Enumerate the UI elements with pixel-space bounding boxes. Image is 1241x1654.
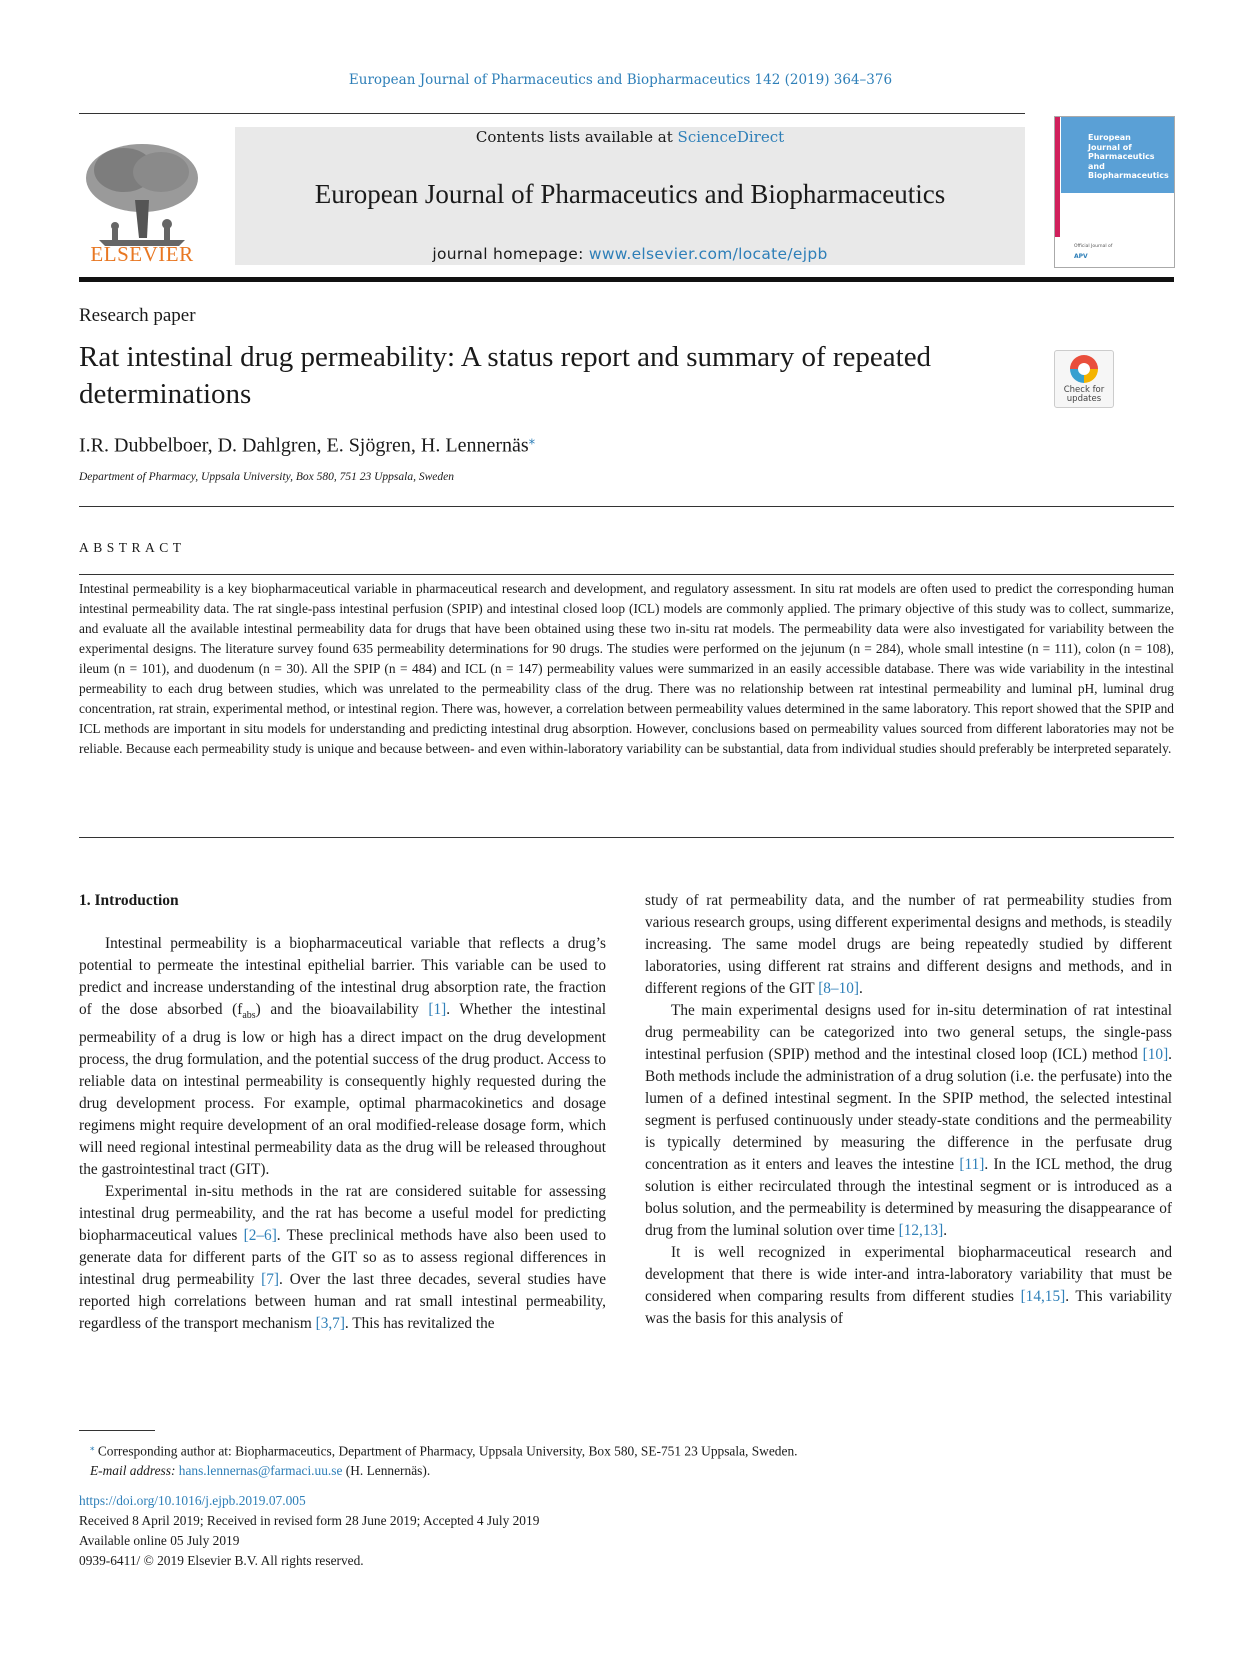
subscript: abs xyxy=(242,1010,256,1022)
cover-title-line: Pharmaceutics and xyxy=(1088,152,1155,171)
paragraph xyxy=(645,890,1172,1000)
doi-link[interactable]: https://doi.org/10.1016/j.ejpb.2019.07.005 xyxy=(79,1493,306,1508)
paragraph-text: Intestinal permeability is a biopharmaceutical variable that reflects a drug’s potential to permeate the intestinal epithelial barrier. This variable can be used to predict and increase understanding of the intestinal drug absorption rate, the fraction of the dose absorbed (f xyxy=(79,935,606,1018)
contents-prefix: Contents lists available at xyxy=(475,128,678,146)
available-online-date: Available online 05 July 2019 xyxy=(79,1533,240,1548)
paragraph xyxy=(645,1242,1172,1330)
citation-link[interactable]: [7] xyxy=(261,1271,279,1289)
sciencedirect-link[interactable]: ScienceDirect xyxy=(677,128,785,146)
header-top-rule xyxy=(79,113,1025,114)
section-heading-introduction: 1. Introduction xyxy=(79,892,179,909)
paragraph-text: . These preclinical methods have also been used to generate data for different parts of the GIT so as to assess regional differences in intestinal drug permeability xyxy=(79,1227,606,1289)
paragraph-text: . This has revitalized the xyxy=(344,1315,495,1333)
author-list xyxy=(79,432,535,458)
citation-link[interactable]: [14,15] xyxy=(1020,1288,1066,1305)
body-column-right xyxy=(645,890,1172,1330)
cover-apv-logo: APV xyxy=(1074,253,1088,260)
email-suffix: (H. Lennernäs). xyxy=(342,1463,431,1479)
citation-link[interactable]: [2–6] xyxy=(243,1227,277,1245)
citation-link[interactable]: [10] xyxy=(1142,1046,1169,1063)
cover-title-line: Biopharmaceutics xyxy=(1088,171,1169,180)
corresponding-author-footnote xyxy=(90,1437,1170,1481)
divider xyxy=(79,506,1174,507)
abstract-text: Intestinal permeability is a key biopharmaceutical variable in pharmaceutical research and development, and regulatory assessment. In situ rat models are often used to predict the corresponding human intestinal permeability data. The rat single-pass intestinal perfusion (SPIP) and intestinal closed loop (ICL) models are commonly applied. The primary objective of this study was to collect, summarize, and evaluate all the available intestinal permeability data for drugs that have been obtained using these two in-situ rat models. The permeability data were also investigated for variability between the experimental designs. The literature survey found 635 permeability determinations for 90 drugs. The studies were performed on the jejunum (n = 284), whole small intestine (n = 111), colon (n = 108), ileum (n = 101), and duodenum (n = 30). All the SPIP (n = 484) and ICL (n = 147) permeability values were summarized in an easily accessible database. There was wide variability in the intestinal permeability to each drug between studies, which was unrelated to the permeability class of the drug. There was no relationship between rat intestinal permeability and luminal pH, luminal drug concentration, rat strain, experimental method, or intestinal region. There was, however, a correlation between permeability values determined in the same laboratory. This report showed that the SPIP and ICL methods are important in situ models for understanding and predicting intestinal drug absorption. However, conclusions based on permeability values sourced from different laboratories may not be reliable. Because each permeability study is unique and because between- and even within-laboratory variability can be substantial, data from individual studies should preferably be interpreted separately. xyxy=(79,581,1174,756)
check-badge-line: updates xyxy=(1066,394,1102,404)
paragraph-text: Experimental in-situ methods in the rat are considered suitable for assessing intestinal drug permeability, and the rat has become a useful model for predicting biopharmaceutical values xyxy=(79,1183,606,1245)
corresponding-author-mark[interactable]: ⁎ xyxy=(528,432,536,447)
paragraph-text: ) and the bioavailability xyxy=(255,1001,429,1018)
cover-title-line: European xyxy=(1088,133,1131,142)
check-badge-line: Check for xyxy=(1063,385,1105,395)
citation-link[interactable]: [3,7] xyxy=(315,1315,345,1333)
cover-title xyxy=(1088,133,1172,181)
authors-names: I.R. Dubbelboer, D. Dahlgren, E. Sjögren, H. Lennernäs xyxy=(79,434,529,457)
citation-link[interactable]: [8–10] xyxy=(818,980,859,997)
footnote-email-line xyxy=(90,1461,1170,1481)
footnote-rule xyxy=(79,1430,155,1431)
affiliation: Department of Pharmacy, Uppsala University, Box 580, 751 23 Uppsala, Sweden xyxy=(79,471,454,483)
footnote-mark: ⁎ xyxy=(90,1442,95,1452)
email-label: E-mail address: xyxy=(90,1463,179,1479)
copyright-line: 0939-6411/ © 2019 Elsevier B.V. All rights reserved. xyxy=(79,1553,364,1568)
contents-line xyxy=(235,128,1025,146)
paragraph xyxy=(79,1181,606,1335)
paragraph-text: . Both methods include the administration of a drug solution (i.e. the perfusate) into the lumen of a defined intestinal segment. In the SPIP method, the selected intestinal segment is perfused continuously under steady-state conditions and the permeability is typically determined by measuring the difference in the perfusate drug concentration as it enters and leaves the intestine xyxy=(645,1046,1172,1173)
cover-pink-stripe xyxy=(1055,117,1060,237)
paragraph-text: study of rat permeability data, and the number of rat permeability studies from various research groups, using different experimental designs and methods, is steadily increasing. The same model drugs are being repeatedly studied by different laboratories, using different rat strains and different designs and methods, and in different regions of the GIT xyxy=(645,892,1172,997)
homepage-line xyxy=(235,245,1025,263)
homepage-prefix: journal homepage: xyxy=(432,245,589,263)
check-for-updates-label xyxy=(1055,386,1113,404)
footnote-text: Corresponding author at: Biopharmaceutics, Department of Pharmacy, Uppsala University, Box 580, SE-751 23 Uppsala, Sweden. xyxy=(94,1443,798,1459)
divider xyxy=(79,837,1174,838)
paragraph-text: . xyxy=(858,980,863,997)
email-link[interactable]: hans.lennernas@farmaci.uu.se xyxy=(178,1463,343,1479)
paragraph-text: It is well recognized in experimental biopharmaceutical research and development that there is wide inter-and intra-laboratory variability that must be considered when comparing results from different studies xyxy=(645,1244,1172,1305)
journal-reference[interactable]: European Journal of Pharmaceutics and Biopharmaceutics 142 (2019) 364–376 xyxy=(348,72,893,88)
journal-cover-thumbnail[interactable] xyxy=(1054,116,1175,268)
paragraph xyxy=(645,1000,1172,1242)
header-thick-rule xyxy=(79,277,1174,282)
paragraph-text: . In the ICL method, the drug solution is either recirculated through the intestinal segment or is introduced as a bolus solution, and the permeability is determined by measuring the disappearance of drug from the luminal solution over time xyxy=(645,1156,1172,1239)
paragraph-text: . This variability was the basis for this analysis of xyxy=(645,1288,1173,1327)
paragraph xyxy=(79,933,606,1181)
article-title: Rat intestinal drug permeability: A status report and summary of repeated determinations xyxy=(79,341,932,410)
body-column-left xyxy=(79,890,606,1335)
article-front-matter xyxy=(79,1491,979,1571)
citation-link[interactable]: [12,13] xyxy=(898,1222,944,1239)
citation-link[interactable]: [11] xyxy=(959,1156,985,1173)
cover-title-line: Journal of xyxy=(1088,142,1132,152)
citation-link[interactable]: [1] xyxy=(428,1001,447,1018)
paragraph-text: . Whether the intestinal permeability of a drug is low or high has a direct impact on the drug development process, the drug formulation, and the potential success of the drug product. Access to reliable data on intestinal permeability is consequently highly requested during the drug development process. For example, optimal pharmacokinetics and dosage regimens might require development of an oral modified-release dosage form, which will need regional intestinal permeability data as the drug will be released throughout the gastrointestinal tract (GIT). xyxy=(79,1001,606,1179)
publisher-wordmark: ELSEVIER xyxy=(90,242,194,266)
cover-footer-text: Official Journal of xyxy=(1074,244,1113,249)
divider xyxy=(79,574,1174,575)
check-for-updates-button[interactable] xyxy=(1054,350,1114,408)
check-for-updates-icon xyxy=(1070,355,1098,383)
abstract-heading: ABSTRACT xyxy=(79,540,186,555)
footnote-line xyxy=(90,1437,1170,1461)
journal-homepage-link[interactable]: www.elsevier.com/locate/ejpb xyxy=(588,245,828,263)
paragraph-text: The main experimental designs used for in-situ determination of rat intestinal drug permeability can be categorized into two general setups, the single-pass intestinal perfusion (SPIP) method and the intestinal closed loop (ICL) method xyxy=(645,1002,1172,1063)
journal-name: European Journal of Pharmaceutics and Biopharmaceutics xyxy=(314,179,946,209)
article-type: Research paper xyxy=(79,305,196,326)
received-dates: Received 8 April 2019; Received in revised form 28 June 2019; Accepted 4 July 2019 xyxy=(79,1513,540,1528)
paragraph-text: . Over the last three decades, several studies have reported high correlations between human and rat small intestinal permeability, regardless of the transport mechanism xyxy=(79,1271,606,1333)
paragraph-text: . xyxy=(943,1222,948,1239)
